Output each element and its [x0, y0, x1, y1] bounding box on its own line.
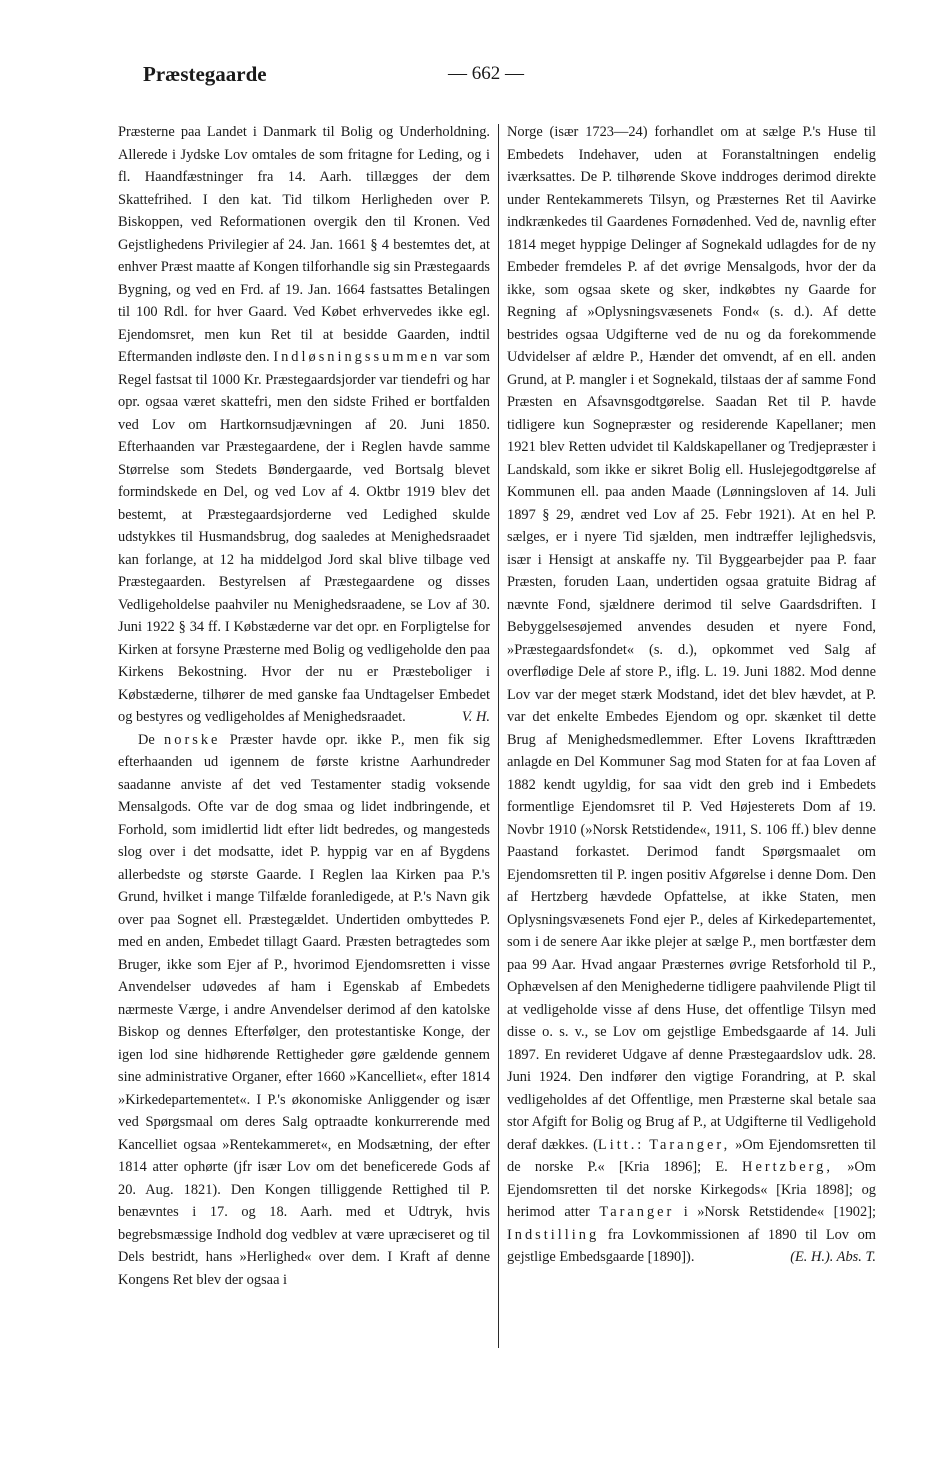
page-header: [0, 58, 928, 98]
reference-text: fra Lovkommissionen af 1890 til Lov om gejstlige Embedsgaarde [1890]).: [507, 1226, 876, 1265]
paragraph-text: var som Regel fastsat til 1000 Kr. Præstegaardsjorder var tiendefri og har opr. ogsaa været skattefri, men den sidste Frihed er bortfalden ved Lov om Hartkornsudjævningen af 20. Juni 1850. Efterhaanden var Præstegaardene, der i Reglen havde samme Størrelse som Stedets Bøndergaarde, ved Bortsalg blevet formindskede en Del, og ved Lov af 4. Oktbr 1919 blev det bestemt, at Præstegaardsjorderne ved Ledighed skulde udstykkes til Husmandsbrug, dog saaledes at Menighedsraadet kan forlange, at 12 ha middelgod Jord skal blive tilbage ved Præstegaarden. Bestyrelsen af Præstegaardene og disses Vedligeholdelse paahviler nu Menighedsraadene, se Lov af 30. Juni 1922 § 34 ff. I Købstæderne var det opr. en Forpligtelse for Kirken at forsyne Præsterne med Bolig og vedligeholde den paa Kirkens Bekostning. Hvor der nu er Præsteboliger i Købstæderne, tilhører de med ganske faa Undtagelser Embedet og bestyres og vedligeholdes af Menighedsraadet.: [118, 349, 490, 725]
spaced-term: Indstilling: [507, 1226, 600, 1243]
paragraph-norway-continued: [507, 121, 876, 1269]
author-signature: V. H.: [461, 709, 490, 725]
reference-text: »Om Ejendomsretten til det norske Kirkegods« [Kria 1898]; og herimod atter: [507, 1159, 876, 1220]
running-head: Præstegaarde: [143, 62, 267, 86]
reference-text: »Om Ejendomsretten til de norske P.« [Kria 1896]; E.: [507, 1136, 876, 1175]
reference-text: i »Norsk Retstidende« [1902];: [683, 1204, 876, 1220]
spaced-term: Indløsningssummen: [273, 349, 441, 365]
author-name: Hertzberg,: [742, 1159, 833, 1175]
paragraph-norway: [118, 729, 490, 1292]
left-column: [118, 121, 490, 1291]
right-column: [507, 121, 876, 1269]
paragraph-text: Præster havde opr. ikke P., men fik sig efterhaanden ud igennem de første kristne Aarhundreder saadanne anviste af det ved Testamenter stadig voksende Mensalgods. Ofte var de dog smaa og lidet indbringende, et Forhold, som imidlertid lidt efter lidt bedredes, og mangesteds slog over i det modsatte, idet P. hyppig var en af Bygdens allerbedste og største Gaarde. I Reglen laa Kirken paa P.'s Grund, hvilket i mange Tilfælde foranledigede, at P.'s Navn gik over paa Sognet ell. Præstegældet. Undertiden ombyttedes P. med en anden, Embedet tillagt Gaard. Præsten betragtedes som Bruger, ikke som Ejer af P., hvorimod Ejendomsretten i visse Anvendelser udøvedes af ham i Egenskab af Embedets nærmeste Værge, i andre Anvendelser derimod af den katolske Biskop og dennes Efterfølger, den protestantiske Konge, der igen lod sine hidhørende Rettigheder gøre gældende gennem sine administrative Organer, efter 1660 »Kancelliet«, efter 1814 »Kirkedepartementet«. I P.'s økonomiske Anliggender og især ved Spørgsmaal om deres Salg optraadte konkurrerende med Kancelliet ogsaa »Rentekammeret«, en Modsætning, der efter 1814 atter ophørte (jfr især Lov om det beneficerede Gods af 20. Aug. 1821). Den Kongen tilliggende Rettighed til P. benævntes i 17. og 18. Aarh. med et Udtryk, hvis begrebsmæssige Indhold dog vedblev at være upræciseret og til Dels bestridt, hans »Herlighed« over dem. I Kraft af denne Kongens Ret blev der ogsaa i: [118, 731, 490, 1288]
author-name: Taranger: [599, 1204, 675, 1220]
author-signature: (E. H.). Abs. T.: [790, 1249, 876, 1265]
literature-label: Litt.:: [597, 1136, 645, 1153]
page-number: — 662 —: [448, 63, 524, 84]
paragraph-text: Præsterne paa Landet i Danmark til Bolig og Underholdning. Allerede i Jydske Lov omtales de som fritagne for Leding, og i fl. Haandfæstninger fra 14. Aarh. tillægges der dem Skattefrihed. I den kat. Tid tilkom Herligheden over P. Biskoppen, ved Reformationen overgik den til Kronen. Ved Gejstlighedens Privilegier af 24. Jan. 1661 § 4 bestemtes det, at enhver Præst maatte af Kongen tilforhandle sig sin Præstegaards Bygning, og ved en Frd. af 19. Jan. 1664 fastsattes Betalingen til 100 Rdl. for hver Gaard. Ved Købet erhvervedes ikke egl. Ejendomsret, men kun Ret til at besidde Gaarden, indtil Eftermanden indløste den.: [118, 124, 490, 365]
paragraph-text: De: [138, 731, 155, 748]
spaced-term: norske: [164, 731, 221, 748]
paragraph-text: Norge (især 1723—24) forhandlet om at sælge P.'s Huse til Embedets Indehaver, uden at Foranstaltningen endelig iværksattes. De P. tilhørende Skove inddroges derimod direkte under Rentekammerets Tilsyn, og Præsternes Ret til Aavirke indkrænkedes til Gaardenes Fornødenhed. Ved de, navnlig efter 1814 meget hyppige Delinger af Sognekald udlagdes for de ny Embeder fremdeles P. af det øvrige Mensalgods, hvor der da ikke, som ogsaa skete og sker, indkøbtes ny Gaarde for Regning af »Oplysningsvæsenets Fond« (s. d.). Af dette bestrides ogsaa Udgifterne ved de nu og da forekommende Udvidelser af ældre P., Hænder det omvendt, af en ell. anden Grund, at P. mangler i et Sognekald, tilstaas der af samme Fond Præsten en Afsavnsgodtgørelse. Saadan Ret til P. havde tidligere kun Sognepræster og residerende Kapellaner; men 1921 blev Retten udvidet til Kaldskapellaner og Tredjepræster i Landskald, som ikke er sikret Bolig ell. Huslejegodtgørelse af Kommunen ell. paa anden Maade (Lønningsloven af 14. Juli 1897 § 29, ændret ved Lov af 25. Febr 1921). At en hel P. sælges, er i nyere Tid sjælden, men indtræffer lejlighedsvis, især i Hensigt at anskaffe ny. Til Byggearbejder paa P. faar Præsten, foruden Laan, undertiden ogsaa gratuite Bidrag af nævnte Fond, sjældnere derimod til selve Gaardsdriften. I Bebyggelsesøjemed anvendes desuden et nyere Fond, »Præstegaardsfondet« (s. d.), opkommet ved Salg af overflødige Dele af store P., iflg. L. 19. Juni 1882. Mod denne Lov var der meget stærk Modstand, idet det blev hævdet, at P. var det enkelte Embedes Ejendom og opr. skænket til dette Brug af Menighedsmedlemmer. Efter Lovens Ikrafttræden anlagde en Del Kommuner Sag mod Staten for at faa Loven af 1882 kendt ugyldig, for saa vidt den greb ind i Embedets formentlige Ejendomsret til P. Ved Højesterets Dom af 19. Novbr 1910 (»Norsk Retstidende«, 1911, S. 106 ff.) blev denne Paastand forkastet. Derimod fandt Spørgsmaalet om Ejendomsretten til P. ingen positiv Afgørelse i denne Dom. Den af Hertzberg hævdede Opfattelse, at ikke Staten, men Oplysningsvæsenets Fond ejer P., deles af Kirkedepartementet, som i de senere Aar ikke plejer at sælge P., men bortfæster dem paa 99 Aar. Hvad angaar Præsternes øvrige Retsforhold til P., Ophævelsen af den Menighederne tidligere paahvilende Pligt til at vedligeholde visse af dens Huse, det offentlige Tilsyn med disse o. s. v., se Lov om gejstlige Embedsgaarde af 14. Juli 1897. En revideret Udgave af denne Præstegaardslov udk. 28. Juni 1924. Den indfører den vigtige Forandring, at P. skal vedligeholdes af det Offentlige, men Præsterne skal betale saa stor Afgift for Bolig og Brug af P., at Udgifterne til Vedligehold deraf dækkes. (: [507, 124, 876, 1153]
author-name: Taranger,: [649, 1136, 731, 1153]
paragraph-denmark: [118, 121, 490, 729]
column-divider: [498, 124, 499, 1348]
